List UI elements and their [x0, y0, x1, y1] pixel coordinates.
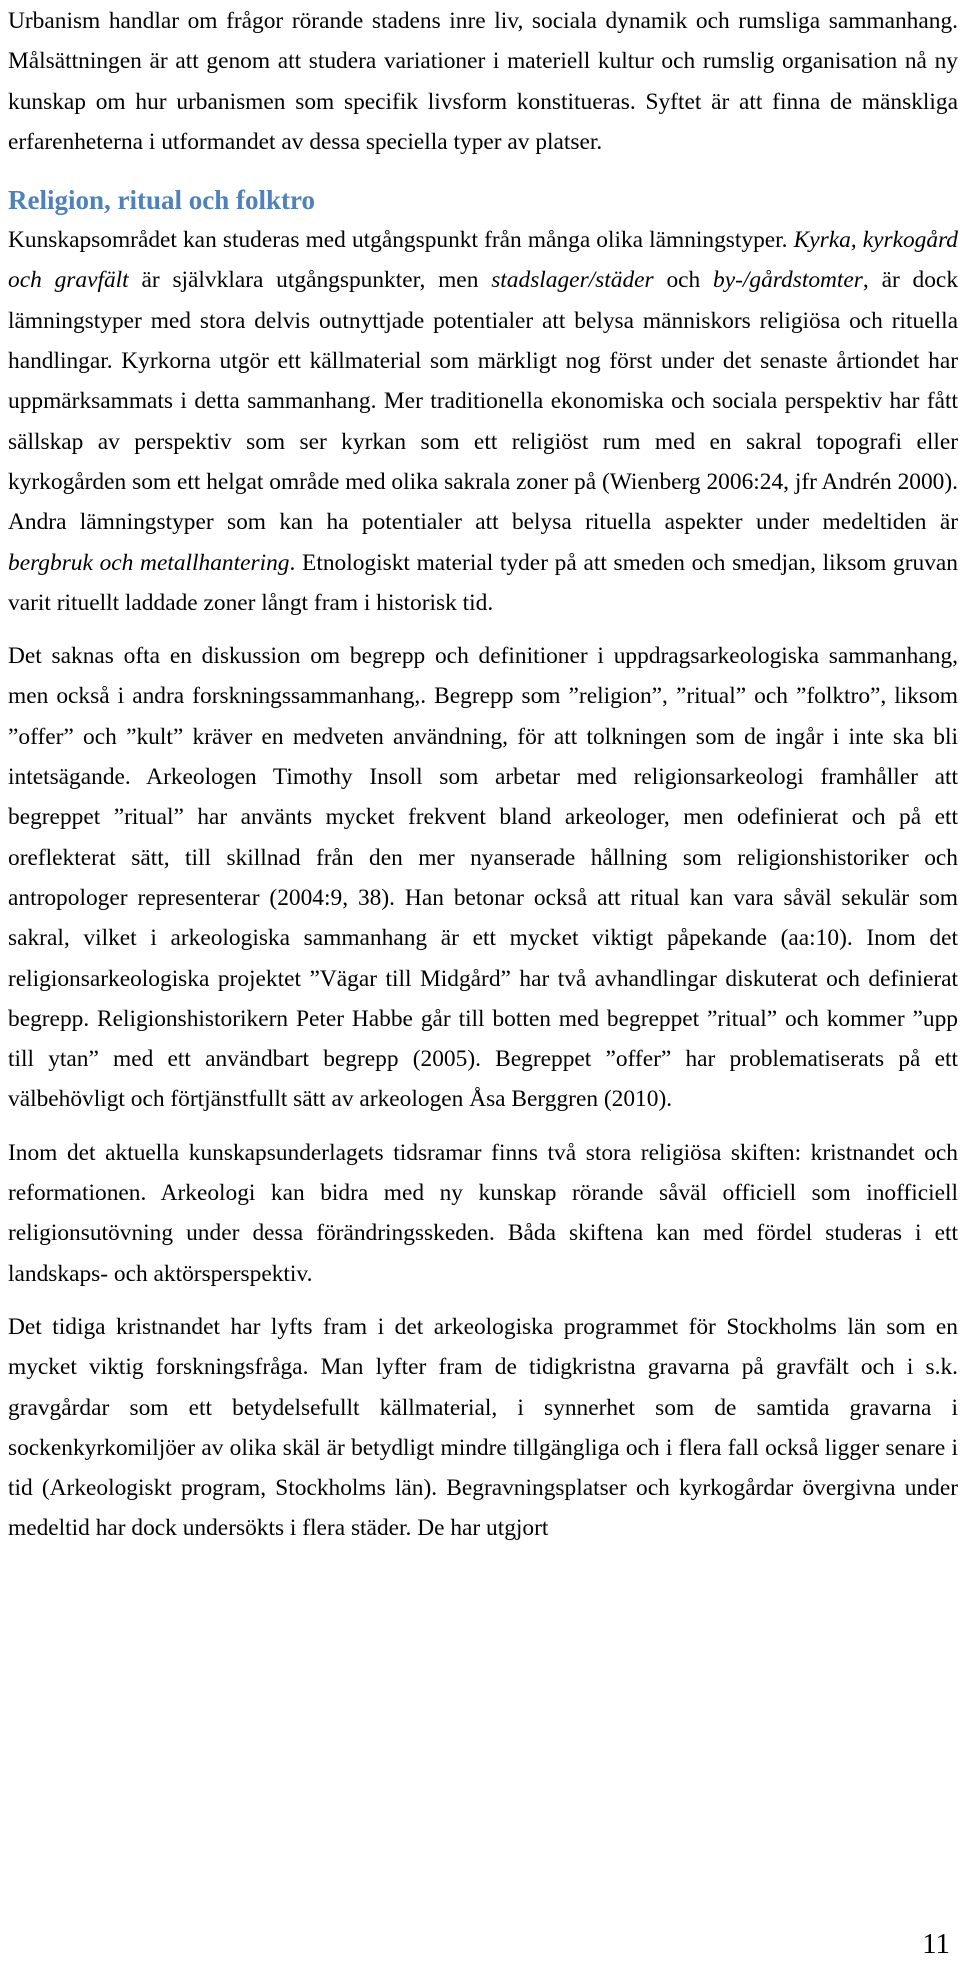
italic-term: bergbruk och metallhantering: [8, 549, 290, 576]
text-run: är självklara utgångspunkter, men: [128, 267, 492, 294]
intro-paragraph: Urbanism handlar om frågor rörande stadens inre liv, sociala dynamik och rumsliga sammanhang. Målsättningen är att genom att studera variationer i materiell kultur och rumslig organisation nå ny kunskap om hur urbanismen som specifik livsform konstitueras. Syftet är att finna de mänskliga erfarenheterna i utformandet av dessa speciella typer av platser.: [8, 8, 958, 155]
religious-shifts-paragraph: Inom det aktuella kunskapsunderlagets tidsramar finns två stora religiösa skiften: kristnandet och reformationen. Arkeologi kan bidra med ny kunskap rörande såväl officiell som inofficiell religionsutövning under dessa förändringsskeden. Båda skiftena kan med fördel studeras i ett landskaps- och aktörsperspektiv.: [8, 1139, 958, 1287]
page-number: 11: [922, 1928, 950, 1960]
text-run: . Etnologiskt material tyder på att smeden och smedjan, liksom gruvan varit rituellt laddade zoner långt fram i historisk tid.: [8, 549, 958, 616]
italic-term: Kyrka, kyrkogård och gravfält: [8, 227, 958, 294]
text-run: , är dock lämningstyper med stora delvis outnyttjade potentialer att belysa människors religiösa och rituella handlingar. Kyrkorna utgör ett källmaterial som märkligt nog först under det senaste årtiondet har uppmärksammats i detta sammanhang. Mer traditionella ekonomiska och sociala perspektiv har fått sällskap av perspektiv som ser kyrkan som ett religiöst rum med en sakral topografi eller kyrkogården som ett helgat område med olika sakrala zoner på (Wienberg 2006:24, jfr Andrén 2000). Andra lämningstyper som kan ha potentialer att belysa rituella aspekter under medeltiden är: [8, 267, 959, 536]
italic-term: stadslager/städer: [491, 267, 654, 294]
text-run: och: [653, 267, 714, 294]
document-page: [8, 0, 958, 1549]
christianization-paragraph: Det tidiga kristnandet har lyfts fram i det arkeologiska programmet för Stockholms län som en mycket viktig forskningsfråga. Man lyfter fram de tidigkristna gravarna på gravfält och i s.k. gravgårdar som ett betydelsefullt källmaterial, i synnerhet som de samtida gravarna i sockenkyrkomiljöer av olika skäl är betydligt mindre tillgängliga och i flera fall också ligger senare i tid (Arkeologiskt program, Stockholms län). Begravningsplatser och kyrkogårdar övergivna under medeltid har dock undersökts i flera städer. De har utgjort: [8, 1313, 958, 1542]
concepts-paragraph: Det saknas ofta en diskussion om begrepp och definitioner i uppdragsarkeologiska sammanhang, men också i andra forskningssammanhang,. Begrepp som ”religion”, ”ritual” och ”folktro”, liksom ”offer” och ”kult” kräver en medveten användning, för att tolkningen som de ingår i inte ska bli intetsägande. Arkeologen Timothy Insoll som arbetar med religionsarkeologi framhåller att begreppet ”ritual” har använts mycket frekvent bland arkeologer, men odefinierat och på ett oreflekterat sätt, till skillnad från den mer nyanserade hållning som religionshistoriker och antropologer representerar (2004:9, 38). Han betonar också att ritual kan vara såväl sekulär som sakral, vilket i arkeologiska sammanhang är ett mycket viktigt påpekande (aa:10). Inom det religionsarkeologiska projektet ”Vägar till Midgård” har två avhandlingar diskuterat och definierat begrepp. Religionshistorikern Peter Habbe går till botten med begreppet ”ritual” och kommer ”upp till ytan” med ett användbart begrepp (2005). Begreppet ”offer” har problematiserats på ett välbehövligt och förtjänstfullt sätt av arkeologen Åsa Berggren (2010).: [8, 643, 958, 1113]
section-paragraph: [8, 220, 958, 623]
text-run: Kunskapsområdet kan studeras med utgångspunkt från många olika lämningstyper.: [8, 227, 794, 254]
section-heading: Religion, ritual och folktro: [8, 185, 315, 216]
italic-term: by-/gårdstomter: [713, 267, 863, 294]
